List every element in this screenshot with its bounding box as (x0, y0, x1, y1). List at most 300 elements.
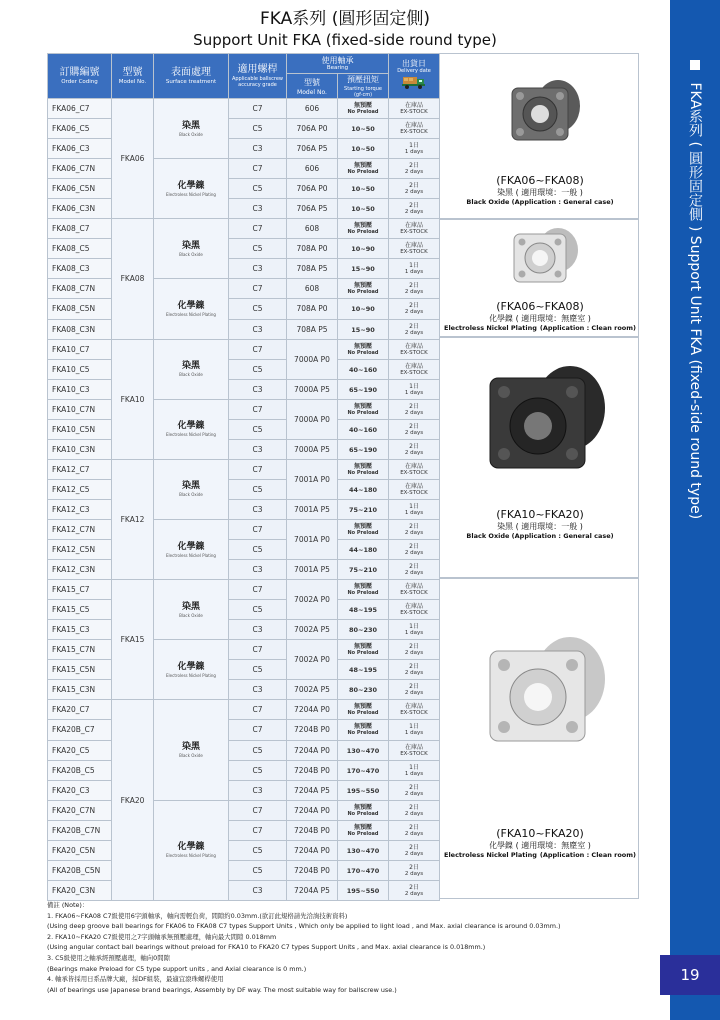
delivery-en: 2 days (404, 670, 424, 677)
delivery-date (389, 620, 440, 640)
starting-torque (338, 620, 389, 640)
surface-zh: 化學鎳 (177, 180, 205, 191)
order-code: FKA08_C7N (48, 279, 112, 299)
order-code: FKA15_C7 (48, 580, 112, 600)
surface-en: Black Oxide (179, 372, 203, 378)
order-code: FKA15_C5 (48, 600, 112, 620)
order-code: FKA10_C7 (48, 339, 112, 359)
bearing-model: 7204B P0 (287, 760, 338, 780)
table-row (48, 279, 440, 299)
ballscrew-grade: C7 (229, 339, 287, 359)
bearing-model: 7001A P5 (287, 560, 338, 580)
starting-torque (338, 640, 389, 660)
torque-en: No Preload (347, 590, 379, 597)
bearing-model: 7002A P5 (287, 620, 338, 640)
order-code: FKA20_C5N (48, 840, 112, 860)
ballscrew-grade: C3 (229, 560, 287, 580)
surface-black (154, 219, 229, 279)
ballscrew-grade: C3 (229, 880, 287, 900)
starting-torque (338, 179, 389, 199)
torque-range: 10~50 (351, 205, 375, 214)
delivery-date (389, 519, 440, 539)
torque-en: No Preload (347, 289, 379, 296)
delivery-date (389, 780, 440, 800)
order-code: FKA15_C3 (48, 620, 112, 640)
delivery-en: 1 days (404, 269, 424, 276)
torque-en: No Preload (347, 730, 379, 737)
table-row (48, 379, 440, 399)
delivery-en: EX-STOCK (400, 369, 428, 376)
ballscrew-grade: C7 (229, 580, 287, 600)
starting-torque (338, 339, 389, 359)
delivery-en: 2 days (404, 790, 424, 797)
table-row (48, 620, 440, 640)
delivery-date (389, 219, 440, 239)
delivery-zh: 1日 (409, 262, 419, 270)
delivery-en: 2 days (404, 449, 424, 456)
torque-range: 15~90 (351, 265, 375, 274)
order-code: FKA15_C5N (48, 660, 112, 680)
bearing-model: 7204B P0 (287, 820, 338, 840)
order-code: FKA12_C3N (48, 560, 112, 580)
delivery-zh: 在庫品 (404, 462, 423, 470)
surface-zh: 染黑 (181, 240, 200, 251)
image-panel-fka06-black (439, 53, 639, 219)
torque-zh: 無預壓 (353, 703, 372, 711)
ballscrew-grade: C5 (229, 840, 287, 860)
torque-range: 15~90 (351, 325, 375, 334)
bearing-model: 7204A P5 (287, 880, 338, 900)
delivery-en: 2 days (404, 650, 424, 657)
torque-range: 40~160 (348, 365, 378, 374)
note-line: (Bearings make Preload for C5 type support units , and Axial clearance is 0 mm.) (47, 964, 307, 973)
delivery-en: 2 days (404, 890, 424, 897)
starting-torque (338, 479, 389, 499)
delivery-date (389, 860, 440, 880)
surface-en: Electroless Nickel Plating (166, 672, 216, 678)
torque-range: 80~230 (348, 626, 378, 635)
surface-zh: 化學鎳 (177, 842, 205, 853)
order-code: FKA15_C3N (48, 680, 112, 700)
order-code: FKA06_C5 (48, 119, 112, 139)
header-bearing-model: 型號 Model No. (287, 74, 338, 99)
surface-en: Electroless Nickel Plating (166, 432, 216, 438)
delivery-en: EX-STOCK (400, 489, 428, 496)
delivery-date (389, 419, 440, 439)
side-tab-label (672, 60, 718, 520)
bearing-model: 7204A P5 (287, 780, 338, 800)
header-bearing: 使用軸承 Bearing (287, 54, 389, 74)
delivery-date (389, 99, 440, 119)
delivery-en: EX-STOCK (400, 610, 428, 617)
truck-icon (402, 75, 426, 89)
ballscrew-grade: C5 (229, 660, 287, 680)
bearing-model: 708A P0 (287, 239, 338, 259)
starting-torque (338, 319, 389, 339)
bearing-model: 7002A P0 (287, 580, 338, 620)
delivery-en: 1 days (404, 770, 424, 777)
table-row (48, 339, 440, 359)
order-code: FKA12_C3 (48, 499, 112, 519)
delivery-en: 2 days (404, 309, 424, 316)
ballscrew-grade: C5 (229, 740, 287, 760)
order-code: FKA20_C3N (48, 880, 112, 900)
delivery-date (389, 800, 440, 820)
surface-nickel (154, 399, 229, 459)
bearing-model: 608 (287, 219, 338, 239)
caption: (FKA06~FKA08) 染黑 ( 適用環境：一般 ) Black Oxide (Application : General case) (466, 174, 614, 206)
note-line: 2. FKA10~FKA20 C7級使用之7字頭軸承無預壓處理，軸向最大間隙 0.018mm (47, 932, 277, 941)
order-code: FKA10_C5N (48, 419, 112, 439)
table-row (48, 580, 440, 600)
delivery-date (389, 820, 440, 840)
starting-torque (338, 680, 389, 700)
table-row (48, 880, 440, 900)
table-row (48, 700, 440, 720)
delivery-en: 2 days (404, 169, 424, 176)
table-row (48, 640, 440, 660)
note-line: (Using angular contact ball bearings without preload for FKA10 to FKA20 C7 types Support Units , and Max. axial clearance is 0.018mm.) (47, 943, 486, 952)
table-row (48, 419, 440, 439)
torque-range: 44~180 (348, 485, 378, 494)
torque-range: 10~50 (351, 145, 375, 154)
image-panel-fka06-nickel (439, 219, 639, 337)
note-line: 4. 軸承皆採用日系品牌大廠，採DF組裝，最適宜滾珠螺桿使用 (47, 975, 224, 984)
bearing-model: 708A P5 (287, 319, 338, 339)
bearing-model: 7001A P5 (287, 499, 338, 519)
ballscrew-grade: C7 (229, 640, 287, 660)
torque-zh: 無預壓 (353, 523, 372, 530)
header-delivery: 出貨日 Delivery date (389, 54, 440, 99)
page-title (180, 8, 510, 50)
order-code: FKA08_C5 (48, 239, 112, 259)
starting-torque (338, 379, 389, 399)
torque-range: 170~470 (346, 866, 380, 875)
delivery-date (389, 439, 440, 459)
delivery-zh: 2日 (409, 683, 419, 691)
table-row (48, 800, 440, 820)
delivery-en: 2 days (404, 289, 424, 296)
note-line: (Using deep groove ball bearings for FKA06 to FKA08 C7 types Support Units , Which only be applied to light load , and Max. axial clearance is around 0.03mm.) (47, 922, 561, 931)
header-torque: 預壓扭矩 Starting torque (gf·cm) (338, 74, 389, 99)
delivery-zh: 2日 (409, 643, 419, 651)
ballscrew-grade: C5 (229, 600, 287, 620)
torque-en: No Preload (347, 830, 379, 837)
surface-zh: 染黑 (181, 742, 200, 753)
table-row (48, 540, 440, 560)
surface-zh: 染黑 (181, 481, 200, 492)
delivery-zh: 1日 (409, 382, 419, 390)
delivery-date (389, 840, 440, 860)
delivery-date (389, 640, 440, 660)
surface-en: Black Oxide (179, 492, 203, 498)
starting-torque (338, 519, 389, 539)
support-unit-nickel-large-image (440, 579, 638, 809)
order-code: FKA12_C5 (48, 479, 112, 499)
caption: (FKA10~FKA20) 化學鎳 ( 適用環境：無塵室 ) Electroless Nickel Plating (Application : Clean room) (444, 827, 636, 859)
ballscrew-grade: C3 (229, 680, 287, 700)
model-number: FKA06 (112, 99, 154, 219)
starting-torque (338, 239, 389, 259)
delivery-date (389, 740, 440, 760)
delivery-date (389, 179, 440, 199)
starting-torque (338, 119, 389, 139)
surface-zh: 化學鎳 (177, 421, 205, 432)
order-code: FKA10_C5 (48, 359, 112, 379)
torque-en: No Preload (347, 349, 379, 356)
ballscrew-grade: C5 (229, 179, 287, 199)
delivery-date (389, 600, 440, 620)
torque-range: 195~550 (346, 886, 380, 895)
model-number: FKA12 (112, 459, 154, 579)
torque-zh: 無預壓 (353, 102, 372, 110)
ballscrew-grade: C5 (229, 119, 287, 139)
delivery-zh: 在庫品 (404, 603, 423, 611)
delivery-en: 2 days (404, 850, 424, 857)
delivery-zh: 2日 (409, 523, 419, 530)
delivery-zh: 1日 (409, 142, 419, 150)
page-title-en: Support Unit FKA (fixed-side round type) (193, 31, 497, 49)
delivery-date (389, 379, 440, 399)
torque-en: No Preload (347, 810, 379, 817)
delivery-en: EX-STOCK (400, 229, 428, 236)
delivery-zh: 2日 (409, 863, 419, 871)
torque-zh: 無預壓 (353, 222, 372, 230)
delivery-en: EX-STOCK (400, 109, 428, 116)
ballscrew-grade: C7 (229, 159, 287, 179)
delivery-zh: 2日 (409, 442, 419, 450)
torque-zh: 無預壓 (353, 282, 372, 290)
torque-zh: 無預壓 (353, 402, 372, 410)
delivery-zh: 在庫品 (404, 482, 423, 490)
bearing-model: 7001A P0 (287, 519, 338, 559)
bearing-model: 708A P5 (287, 259, 338, 279)
ballscrew-grade: C7 (229, 700, 287, 720)
surface-en: Black Oxide (179, 251, 203, 257)
spec-table (47, 53, 440, 901)
notes (47, 900, 647, 995)
ballscrew-grade: C3 (229, 319, 287, 339)
torque-zh: 無預壓 (353, 583, 372, 591)
order-code: FKA06_C3N (48, 199, 112, 219)
starting-torque (338, 159, 389, 179)
torque-range: 130~470 (346, 746, 380, 755)
model-number: FKA15 (112, 580, 154, 700)
starting-torque (338, 860, 389, 880)
table-row (48, 600, 440, 620)
delivery-en: EX-STOCK (400, 349, 428, 356)
table-row (48, 499, 440, 519)
table-row (48, 179, 440, 199)
delivery-en: 2 days (404, 570, 424, 577)
order-code: FKA20_C5 (48, 740, 112, 760)
bearing-model: 7204B P0 (287, 860, 338, 880)
starting-torque (338, 600, 389, 620)
torque-zh: 無預壓 (353, 643, 372, 651)
delivery-en: 2 days (404, 530, 424, 536)
delivery-zh: 2日 (409, 322, 419, 330)
torque-en: No Preload (347, 229, 379, 236)
torque-range: 75~210 (348, 505, 378, 514)
side-tab-text: FKA系列 ( 圓形固定側 ) Support Unit FKA (fixed-side round type) (687, 82, 703, 520)
torque-zh: 無預壓 (353, 723, 372, 731)
delivery-date (389, 880, 440, 900)
delivery-zh: 2日 (409, 563, 419, 571)
delivery-zh: 2日 (409, 883, 419, 891)
ballscrew-grade: C5 (229, 760, 287, 780)
ballscrew-grade: C7 (229, 800, 287, 820)
header-surface: 表面處理 Surface treatment (154, 54, 229, 99)
delivery-zh: 在庫品 (404, 122, 423, 130)
starting-torque (338, 279, 389, 299)
order-code: FKA06_C5N (48, 179, 112, 199)
ballscrew-grade: C7 (229, 459, 287, 479)
delivery-zh: 2日 (409, 202, 419, 210)
starting-torque (338, 259, 389, 279)
surface-black (154, 580, 229, 640)
delivery-date (389, 299, 440, 319)
torque-zh: 無預壓 (353, 162, 372, 170)
delivery-zh: 2日 (409, 843, 419, 851)
ballscrew-grade: C3 (229, 780, 287, 800)
torque-zh: 無預壓 (353, 823, 372, 831)
delivery-en: EX-STOCK (400, 710, 428, 717)
ballscrew-grade: C7 (229, 519, 287, 539)
torque-range: 48~195 (348, 606, 378, 615)
delivery-date (389, 119, 440, 139)
table-row (48, 760, 440, 780)
surface-nickel (154, 519, 229, 579)
delivery-zh: 在庫品 (404, 743, 423, 751)
table-row (48, 319, 440, 339)
delivery-date (389, 459, 440, 479)
starting-torque (338, 780, 389, 800)
delivery-date (389, 499, 440, 519)
table-row (48, 840, 440, 860)
delivery-zh: 2日 (409, 663, 419, 671)
delivery-date (389, 199, 440, 219)
delivery-en: 2 days (404, 209, 424, 216)
delivery-en: EX-STOCK (400, 750, 428, 757)
starting-torque (338, 740, 389, 760)
torque-range: 130~470 (346, 846, 380, 855)
table-row (48, 459, 440, 479)
order-code: FKA08_C3 (48, 259, 112, 279)
bearing-model: 706A P0 (287, 179, 338, 199)
ballscrew-grade: C3 (229, 199, 287, 219)
table-row (48, 439, 440, 459)
delivery-en: 1 days (404, 509, 424, 516)
torque-zh: 無預壓 (353, 803, 372, 811)
delivery-zh: 1日 (409, 502, 419, 510)
bearing-model: 7204A P0 (287, 840, 338, 860)
starting-torque (338, 199, 389, 219)
ballscrew-grade: C3 (229, 259, 287, 279)
bearing-model: 7000A P0 (287, 339, 338, 379)
delivery-zh: 在庫品 (404, 222, 423, 230)
support-unit-black-small-image (440, 54, 638, 164)
table-row (48, 159, 440, 179)
table-row (48, 479, 440, 499)
ballscrew-grade: C7 (229, 219, 287, 239)
starting-torque (338, 840, 389, 860)
starting-torque (338, 399, 389, 419)
delivery-date (389, 720, 440, 740)
ballscrew-grade: C3 (229, 499, 287, 519)
table-row (48, 139, 440, 159)
ballscrew-grade: C5 (229, 359, 287, 379)
page-title-zh: FKA系列 (圓形固定側) (260, 9, 430, 29)
notes-heading: 備註 (Note)： (47, 901, 89, 909)
bearing-model: 7204A P0 (287, 740, 338, 760)
table-row (48, 219, 440, 239)
ballscrew-grade: C3 (229, 379, 287, 399)
torque-range: 65~190 (348, 385, 378, 394)
surface-zh: 化學鎳 (177, 541, 205, 552)
ballscrew-grade: C5 (229, 299, 287, 319)
delivery-en: 1 days (404, 389, 424, 396)
starting-torque (338, 660, 389, 680)
delivery-zh: 在庫品 (404, 583, 423, 591)
table-row (48, 720, 440, 740)
bearing-model: 608 (287, 279, 338, 299)
caption: (FKA06~FKA08) 化學鎳 ( 適用環境：無塵室 ) Electroless Nickel Plating (Application : Clean room) (444, 300, 636, 332)
delivery-en: 2 days (404, 429, 424, 436)
delivery-date (389, 560, 440, 580)
bearing-model: 7002A P0 (287, 640, 338, 680)
support-unit-nickel-small-image (440, 220, 638, 295)
table-row (48, 99, 440, 119)
order-code: FKA20_C3 (48, 780, 112, 800)
caption: (FKA10~FKA20) 染黑 ( 適用環境：一般 ) Black Oxide (Application : General case) (466, 508, 614, 540)
table-row (48, 860, 440, 880)
surface-zh: 染黑 (181, 361, 200, 372)
delivery-date (389, 339, 440, 359)
ballscrew-grade: C5 (229, 419, 287, 439)
delivery-zh: 1日 (409, 763, 419, 771)
surface-nickel (154, 159, 229, 219)
torque-en: No Preload (347, 469, 379, 476)
ballscrew-grade: C5 (229, 239, 287, 259)
torque-en: No Preload (347, 710, 379, 717)
order-code: FKA20_C7N (48, 800, 112, 820)
table-row (48, 680, 440, 700)
torque-range: 40~160 (348, 425, 378, 434)
ballscrew-grade: C3 (229, 439, 287, 459)
delivery-date (389, 139, 440, 159)
torque-en: No Preload (347, 530, 379, 536)
order-code: FKA06_C7 (48, 99, 112, 119)
ballscrew-grade: C3 (229, 620, 287, 640)
order-code: FKA12_C5N (48, 540, 112, 560)
note-line: 3. C5級使用之軸承經預壓處理，軸向0間隙 (47, 953, 170, 962)
delivery-en: 2 days (404, 830, 424, 837)
starting-torque (338, 580, 389, 600)
surface-nickel (154, 800, 229, 900)
delivery-date (389, 540, 440, 560)
starting-torque (338, 139, 389, 159)
order-code: FKA10_C7N (48, 399, 112, 419)
starting-torque (338, 800, 389, 820)
table-row (48, 820, 440, 840)
torque-range: 65~190 (348, 445, 378, 454)
order-code: FKA08_C5N (48, 299, 112, 319)
delivery-date (389, 700, 440, 720)
delivery-date (389, 239, 440, 259)
order-code: FKA12_C7N (48, 519, 112, 539)
order-code: FKA08_C7 (48, 219, 112, 239)
starting-torque (338, 299, 389, 319)
